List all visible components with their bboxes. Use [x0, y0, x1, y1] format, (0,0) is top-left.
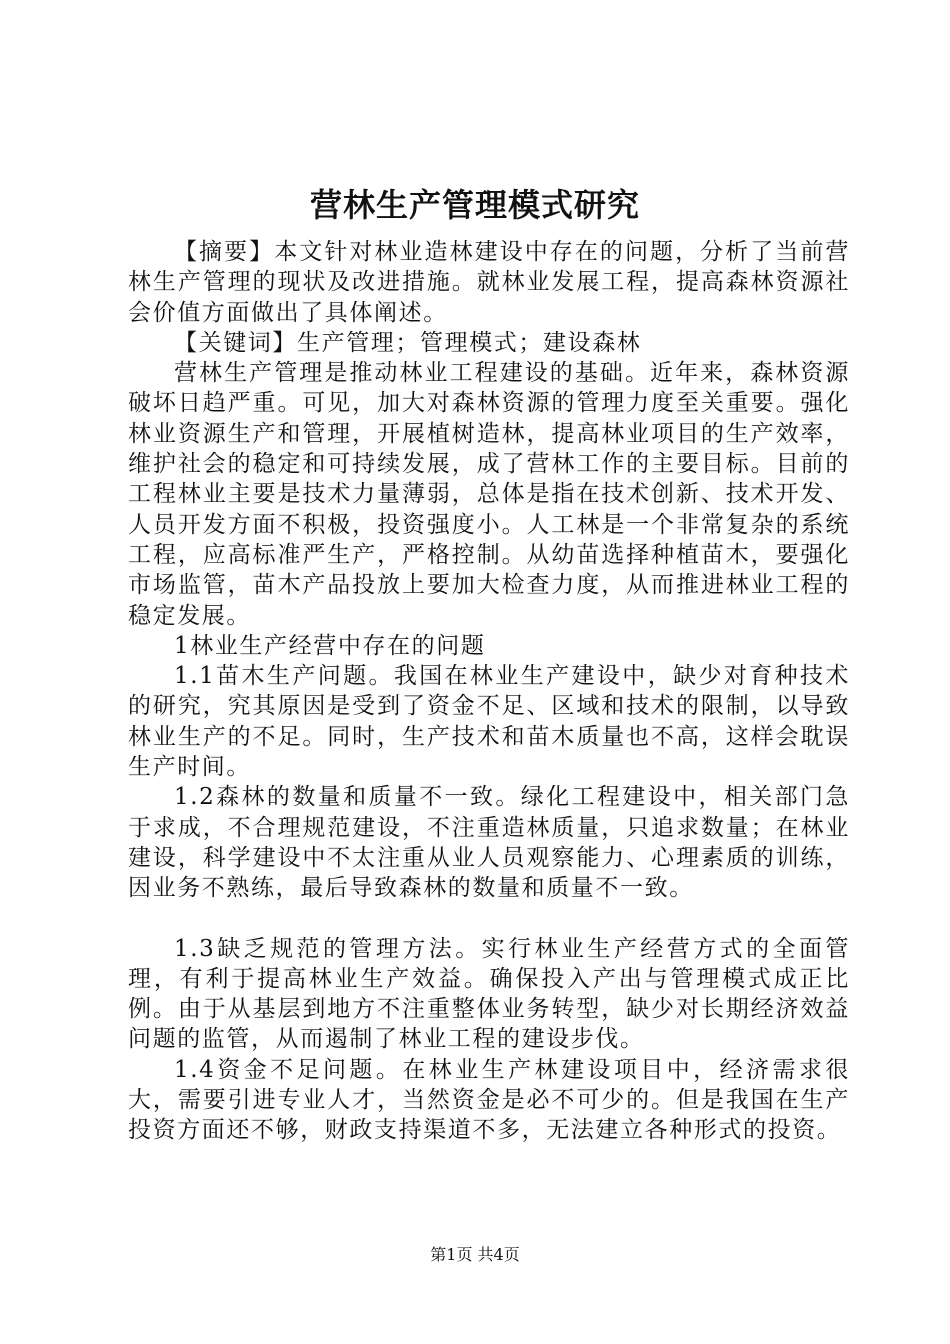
subsection-1-2-paragraph: 1.2森林的数量和质量不一致。绿化工程建设中，相关部门急于求成，不合理规范建设，不注重造林质量，只追求数量；在林业建设，科学建设中不太注重从业人员观察能力、心理素质的训练，因业务不熟练，最后导致森林的数量和质量不一致。 — [128, 784, 850, 902]
subsection-1-4-paragraph: 1.4资金不足问题。在林业生产林建设项目中，经济需求很大，需要引进专业人才，当然资金是必不可少的。但是我国在生产投资方面还不够，财政支持渠道不多，无法建立各种形式的投资。 — [128, 1056, 850, 1144]
subsection-1-1-paragraph: 1.1苗木生产问题。我国在林业生产建设中，缺少对育种技术的研究，究其原因是受到了资金不足、区域和技术的限制，以导致林业生产的不足。同时，生产技术和苗木质量也不高，这样会耽误生产时间。 — [128, 663, 850, 781]
keywords-paragraph: 【关键词】生产管理；管理模式；建设森林 — [174, 329, 642, 356]
abstract-paragraph: 【摘要】本文针对林业造林建设中存在的问题，分析了当前营林生产管理的现状及改进措施。就林业发展工程，提高森林资源社会价值方面做出了具体阐述。 — [128, 239, 850, 326]
subsection-1-3-paragraph: 1.3缺乏规范的管理方法。实行林业生产经营方式的全面管理，有利于提高林业生产效益。确保投入产出与管理模式成正比例。由于从基层到地方不注重整体业务转型，缺少对长期经济效益问题的监管，从而遏制了林业工程的建设步伐。 — [128, 935, 850, 1053]
document-title: 营林生产管理模式研究 — [309, 186, 640, 224]
document-body — [128, 237, 850, 1146]
intro-paragraph: 营林生产管理是推动林业工程建设的基础。近年来，森林资源破坏日趋严重。可见，加大对森林资源的管理力度至关重要。强化林业资源生产和管理，开展植树造林，提高林业项目的生产效率，维护社会的稳定和可持续发展，成了营林工作的主要目标。目前的工程林业主要是技术力量薄弱，总体是指在技术创新、技术开发、人员开发方面不积极，投资强度小。人工林是一个非常复杂的系统工程，应高标准严生产，严格控制。从幼苗选择种植苗木，要强化市场监管，苗木产品投放上要加大检查力度，从而推进林业工程的稳定发展。 — [128, 360, 850, 629]
page-footer: 第1页 共4页 — [430, 1245, 520, 1264]
section-heading: 1林业生产经营中存在的问题 — [174, 632, 486, 659]
